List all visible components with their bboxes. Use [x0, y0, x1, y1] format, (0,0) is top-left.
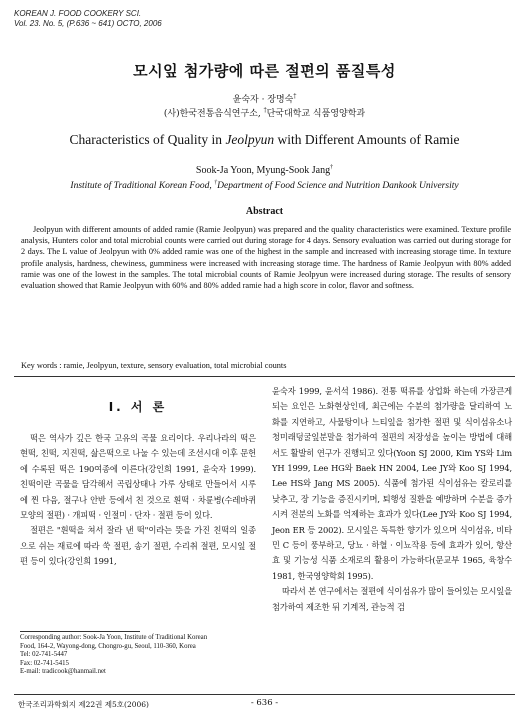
footnote-line: Corresponding author: Sook-Ja Yoon, Institute of Traditional Korean: [20, 634, 208, 641]
footnote-line: Food, 164-2, Wayong-dong, Chongro-gu, Seoul, 110-360, Korea: [20, 642, 196, 650]
intro-paragraph-4: 따라서 본 연구에서는 절편에 식이섬유가 많이 들어있는 모시잎을 첨가하여 제조한 뒤 기계적, 관능적 검: [272, 586, 512, 612]
keywords: Key words : ramie, Jeolpyun, texture, sensory evaluation, total microbial counts: [21, 361, 287, 370]
introduction-heading: I. 서 론: [108, 400, 168, 414]
english-affiliation-2: Department of Food Science and Nutrition Dankook University: [217, 181, 459, 191]
footnote-line: Fax: 02-741-5415: [20, 659, 69, 667]
korean-affiliation: [0, 106, 529, 119]
footnote-line: E-mail: tradicook@hanmail.net: [20, 668, 106, 676]
footnote-divider: [20, 631, 140, 632]
journal-name: KOREAN J. FOOD COOKERY SCI.: [14, 9, 142, 18]
english-author-mark: †: [330, 164, 334, 171]
intro-paragraph-2: 절편은 "흰떡을 쳐서 잘라 낸 떡"이라는 뜻을 가진 친떡의 일종으로 쉬는 재료에 따라 쑥 절편, 송기 절편, 수리취 절편, 모시잎 절편 등이 있다(강인희 1991,: [20, 525, 256, 567]
english-affiliation-1: Institute of Traditional Korean Food,: [70, 181, 215, 191]
intro-paragraph-3: 윤숙자 1999, 윤서석 1986). 전통 떡류를 상업화 하는데 가장큰게 되는 요인은 노화현상인데, 최근에는 수분의 첨가량을 달리하여 노화를 지연하고, 사물탕이나 느티잎을 첨가한 절편 및 식이섬유소나 청미래덩굴잎분말을 첨가하여 절편의 저장성을 높이는 방법에 대해서도 활발히 연구가 진행되고 있다(Yoon SJ 2000, Kim YS와 Lim YH 1999, Lee HG와 Baek HN 2004, Lee JY와 Koo SJ 1994, Lee HS와 Jang MS 2005). 식품에 첨가된 식이섬유는 칼로리를 낮추고, 장 기능을 증진시키며, 퇴행성 질환을 예방하며 수분을 증가시켜 전분의 노화를 억제하는 효과가 있다(Lee JY와 Koo SJ 1994, Jeon ER 등 2002). 모시잎은 독특한 향기가 있으며 식이섬유, 비타민 C 등이 풍부하고, 당뇨 · 하혈 · 이뇨작용 등에 효과가 있어, 항산효 및 기능성 식품 소재로의 활용이 가능하다(문교부 1965, 육창수 1981, 한국영양학회 1995).: [272, 386, 512, 581]
page-number: - 636 -: [250, 698, 279, 708]
english-title: [0, 132, 529, 148]
left-column: [20, 384, 256, 570]
korean-authors: [0, 92, 529, 105]
korean-author-names: 윤숙자 · 장명숙: [232, 95, 294, 105]
korean-affiliation-2: 단국대학교 식품영양학과: [266, 109, 366, 119]
right-column: [272, 384, 512, 615]
journal-volume: Vol. 23. No. 5, (P.636 ~ 641) OCTO, 2006: [14, 19, 162, 28]
footer-divider: [14, 694, 515, 695]
korean-title: 모시잎 첨가량에 따른 절편의 품질특성: [133, 62, 396, 80]
english-title-italic: Jeolpyun: [225, 132, 275, 147]
english-author-names: Sook-Ja Yoon, Myung-Sook Jang: [195, 165, 331, 176]
section-divider: [14, 376, 515, 377]
footer-journal: 한국조리과학회지 제22권 제5호(2006): [18, 700, 149, 709]
abstract-heading: Abstract: [245, 206, 284, 217]
korean-affiliation-1: (사)한국전통음식연구소,: [163, 109, 264, 119]
english-affiliation-mark: †: [214, 179, 218, 186]
abstract-body: Jeolpyun with different amounts of added ramie (Ramie Jeolpyun) was prepared and the quality characteristics were examined. Texture profile analysis, Hunters color and total microbial counts were carried out during storage for 4 days. Sensory evaluation was carried out during storage for 2 days. The L value of Jeolpyun with 0% added ramie was one of the highest in the sample and increased with increasing storage time. In texture profile analysis, hardness, chewiness, gumminess were increased with increasing storage time. The hardness of Ramie Jeolpyun with 80% added ramie was one of the lowest in the samples. The total microbial counts of Ramie Jeolpyun were increased during storage. The results of sensory evaluation showed that Ramie Jeolpyun with 60% and 80% added ramie had a high score in color, flavor and softness.: [21, 225, 511, 291]
english-authors: [0, 165, 529, 176]
footnote-line: Tel: 02-741-5447: [20, 651, 68, 659]
english-title-post: with Different Amounts of Ramie: [274, 132, 460, 147]
english-affiliation: [0, 181, 529, 191]
korean-author-mark: †: [293, 93, 297, 100]
english-title-pre: Characteristics of Quality in: [69, 132, 226, 147]
korean-affiliation-mark: †: [263, 107, 267, 114]
corresponding-author-footnote: [20, 634, 260, 677]
intro-paragraph-1: 떡은 역사가 깊은 한국 고유의 곡물 요리이다. 우리나라의 떡은 현떡, 친떡, 지진떡, 삶은떡으로 나눌 수 있는데 조선시대 이후 문헌에 수록된 떡은 190여종에 이른다(강인희 1991, 윤숙자 1999). 친떡이란 곡물을 담각해서 곡립상태나 가루 상태로 만들어서 시루에 찐 다음, 절구나 안반 등에서 친 것으로 흰떡 · 차륜병(수레바퀴모양의 절편) · 개피떡 · 인절미 · 단자 · 절편 등이 있다.: [20, 433, 256, 521]
journal-header: [14, 9, 162, 29]
